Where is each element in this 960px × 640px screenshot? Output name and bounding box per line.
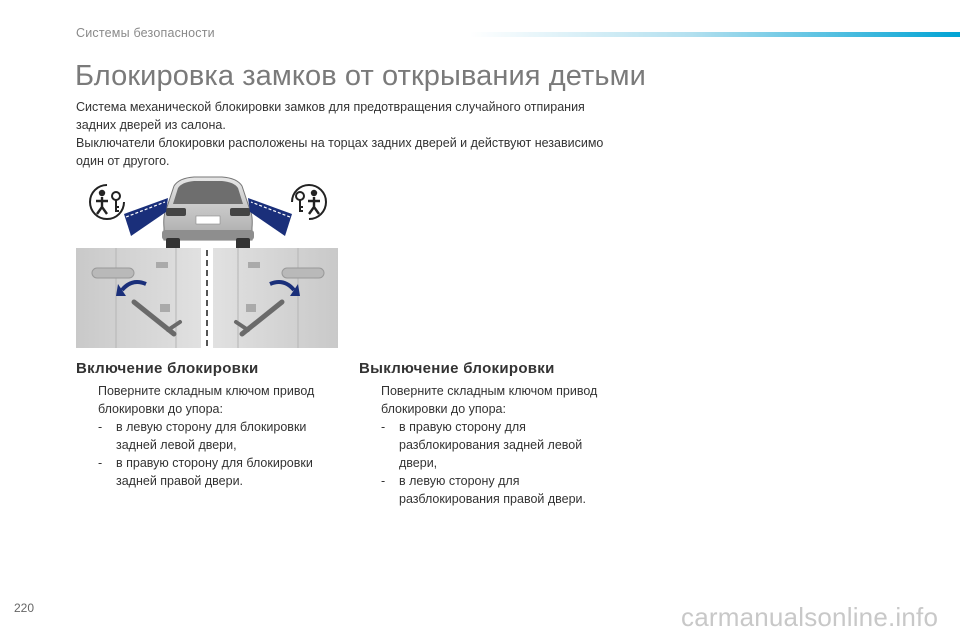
instruction-text: Поверните складным ключом привод	[381, 384, 598, 398]
child-lock-diagram	[76, 172, 338, 348]
instruction-text: задней левой двери,	[116, 438, 237, 452]
section-header: Системы безопасности	[76, 26, 215, 40]
intro-line: задних дверей из салона.	[76, 118, 226, 132]
page-number: 220	[14, 601, 35, 615]
intro-line: один от другого.	[76, 154, 170, 168]
child-lock-illustration	[76, 172, 338, 348]
watermark: carmanualsonline.info	[681, 602, 939, 632]
instruction-text: блокировки до упора:	[98, 402, 223, 416]
dash-bullet: -	[381, 474, 386, 488]
instruction-text: разблокирования правой двери.	[399, 492, 587, 506]
instruction-text: в правую сторону для	[399, 420, 526, 434]
instruction-item	[359, 382, 629, 400]
sub-instruction	[359, 454, 629, 472]
dash-bullet: -	[98, 456, 103, 470]
intro-text	[76, 98, 636, 170]
sub-instruction	[76, 472, 346, 490]
instruction-text: в левую сторону для блокировки	[116, 420, 307, 434]
child-lock-right-icon	[292, 185, 326, 219]
instruction-text: блокировки до упора:	[381, 402, 506, 416]
page-title: Блокировка замков от открывания детьми	[75, 60, 646, 92]
car-rear-view	[162, 177, 254, 250]
intro-line: Выключатели блокировки расположены на торцах задних дверей и действуют независимо	[76, 136, 604, 150]
sub-instruction	[76, 454, 346, 472]
instruction-item	[76, 400, 346, 418]
header-accent-bar	[470, 32, 960, 37]
instruction-item	[359, 400, 629, 418]
dash-bullet: -	[381, 420, 386, 434]
sub-instruction	[359, 418, 629, 436]
sub-instruction	[359, 436, 629, 454]
child-lock-left-icon	[90, 185, 124, 219]
unlock-instructions	[359, 382, 629, 508]
sub-instruction	[359, 472, 629, 490]
unlock-heading: Выключение блокировки	[359, 360, 555, 377]
instruction-text: разблокирования задней левой	[399, 438, 583, 452]
instruction-item	[76, 382, 346, 400]
right-door-panel	[213, 248, 338, 348]
sub-instruction	[359, 490, 629, 508]
instruction-text: в правую сторону для блокировки	[116, 456, 313, 470]
sub-instruction	[76, 418, 346, 436]
lock-heading: Включение блокировки	[76, 360, 259, 377]
instruction-text: в левую сторону для	[399, 474, 520, 488]
instruction-text: Поверните складным ключом привод	[98, 384, 315, 398]
instruction-text: двери,	[399, 456, 438, 470]
lock-instructions	[76, 382, 346, 490]
instruction-text: задней правой двери.	[116, 474, 244, 488]
sub-instruction	[76, 436, 346, 454]
left-door-panel	[76, 248, 201, 348]
dash-bullet: -	[98, 420, 103, 434]
intro-line: Система механической блокировки замков для предотвращения случайного отпирания	[76, 100, 585, 114]
